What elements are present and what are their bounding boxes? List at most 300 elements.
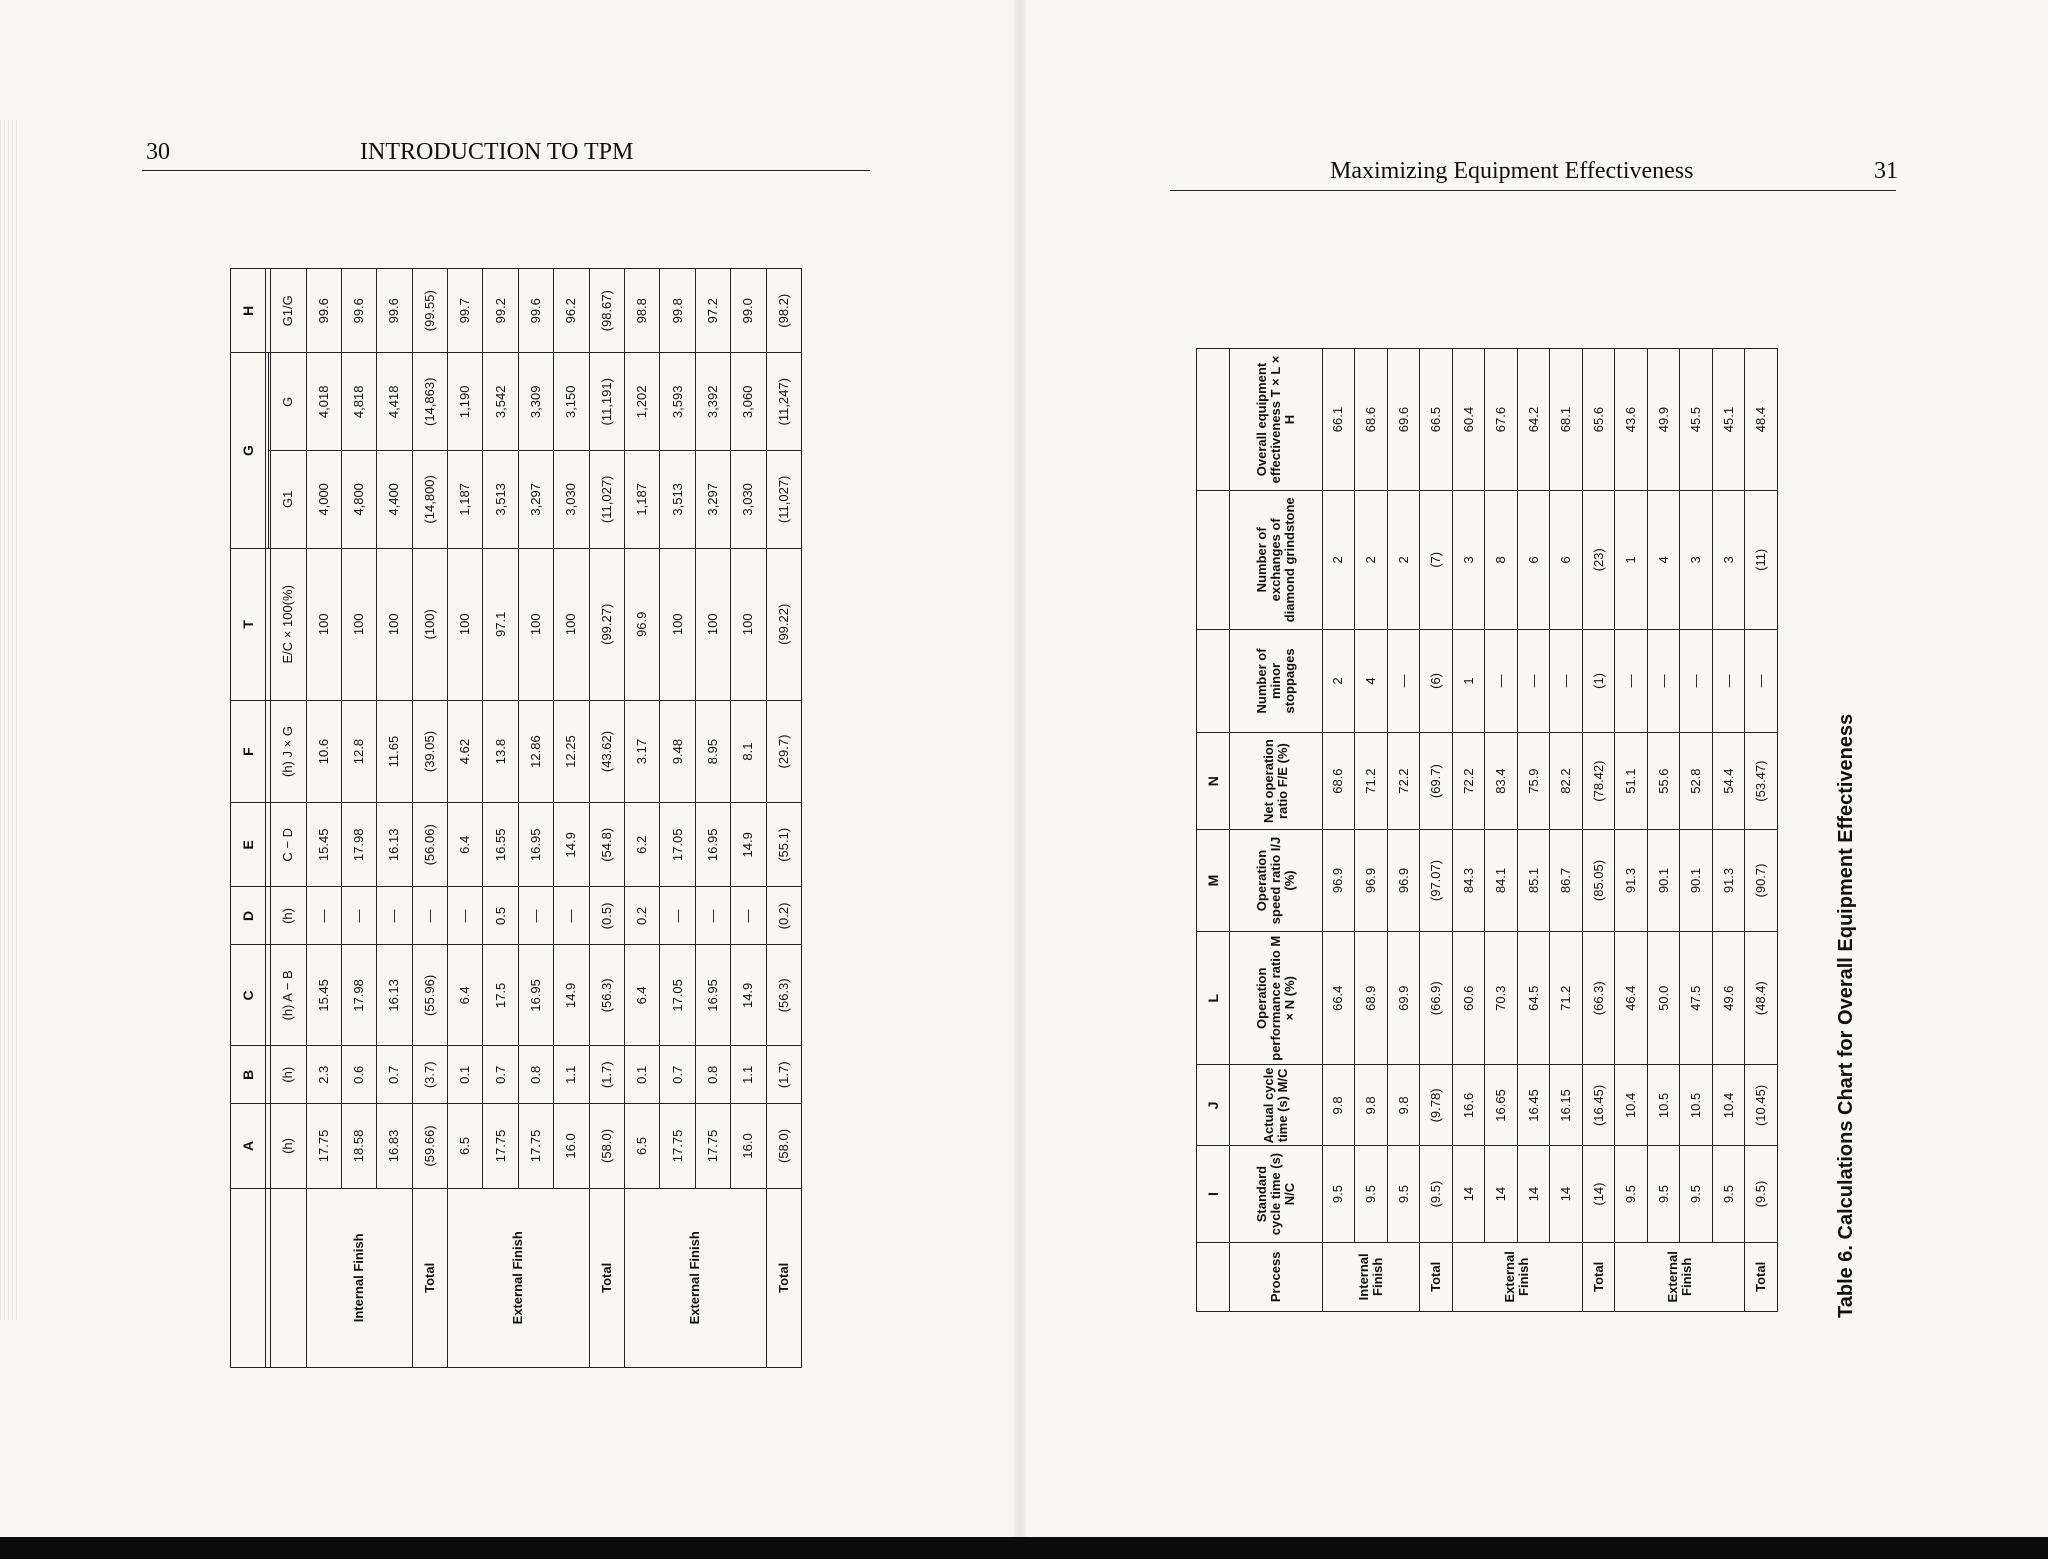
column-letter xyxy=(1197,349,1230,491)
table-cell: — xyxy=(554,887,589,945)
table-cell: (66.3) xyxy=(1582,932,1615,1065)
table-cell: 66.4 xyxy=(1322,932,1355,1065)
table-cell: 71.2 xyxy=(1355,733,1388,830)
unit-label: G xyxy=(271,353,306,451)
table-cell: 16.0 xyxy=(554,1104,589,1188)
table-cell: 75.9 xyxy=(1517,733,1550,830)
table-cell: 99.0 xyxy=(731,269,766,354)
table-cell: 1 xyxy=(1615,491,1648,630)
table-equipment-time xyxy=(230,268,802,1368)
table-cell: (7) xyxy=(1420,491,1453,630)
table-cell: (1) xyxy=(1582,629,1615,733)
table-cell: (78.42) xyxy=(1582,733,1615,830)
table-cell: 17.75 xyxy=(483,1104,518,1188)
table-row xyxy=(1582,349,1615,1312)
header-cell: Overall equipment effectiveness T × L × H xyxy=(1229,349,1322,491)
table-cell: 6.5 xyxy=(448,1104,483,1188)
table-cell: 11.65 xyxy=(377,700,412,802)
unit-label: (h) J × G xyxy=(271,700,306,802)
table-cell: 3,593 xyxy=(660,353,695,451)
column-letter: A xyxy=(231,1104,266,1188)
table-cell: 3 xyxy=(1712,491,1745,630)
table-cell: 16.95 xyxy=(695,803,730,887)
table-cell: (53.47) xyxy=(1745,733,1778,830)
table-cell: (99.55) xyxy=(412,269,447,354)
right-running-head: Maximizing Equipment Effectiveness xyxy=(1330,158,1694,184)
table-cell: (56.3) xyxy=(766,945,801,1046)
left-running-head: INTRODUCTION TO TPM xyxy=(360,139,634,165)
table-cell: 10.5 xyxy=(1647,1065,1680,1146)
table-cell: 9.8 xyxy=(1355,1065,1388,1146)
table-row xyxy=(766,269,801,1368)
table-cell: 17.5 xyxy=(483,945,518,1046)
table-row xyxy=(1355,349,1388,1312)
table-cell: 16.6 xyxy=(1452,1065,1485,1146)
table-cell: 4,000 xyxy=(306,451,341,549)
table-cell: 3,297 xyxy=(518,451,553,549)
table-row xyxy=(1615,349,1648,1312)
table-cell: 69.9 xyxy=(1387,932,1420,1065)
table-cell: 9.5 xyxy=(1712,1146,1745,1242)
table-cell: 100 xyxy=(448,548,483,700)
table-cell: 51.1 xyxy=(1615,733,1648,830)
table-cell: (14,863) xyxy=(412,353,447,451)
column-letter: G xyxy=(231,353,266,548)
column-letter: B xyxy=(231,1046,266,1104)
table-cell: — xyxy=(660,887,695,945)
table-cell: — xyxy=(695,887,730,945)
table-cell: 0.2 xyxy=(625,887,660,945)
table-cell: — xyxy=(1680,629,1713,733)
table-cell: 90.1 xyxy=(1680,829,1713,931)
table-cell: 1.1 xyxy=(731,1046,766,1104)
table-cell: 3 xyxy=(1680,491,1713,630)
table-cell: (97.07) xyxy=(1420,829,1453,931)
table-cell: 8.1 xyxy=(731,700,766,802)
table-cell: 3,513 xyxy=(483,451,518,549)
process-label: External Finish xyxy=(625,1188,767,1367)
table-cell: 9.8 xyxy=(1387,1065,1420,1146)
table-row xyxy=(1452,349,1485,1312)
table-cell: 83.4 xyxy=(1485,733,1518,830)
table-cell: 65.6 xyxy=(1582,349,1615,491)
table-row xyxy=(625,269,660,1368)
table-row xyxy=(1647,349,1680,1312)
table-cell: 86.7 xyxy=(1550,829,1583,931)
table-cell: (29.7) xyxy=(766,700,801,802)
table-cell: 3,513 xyxy=(660,451,695,549)
process-label: External Finish xyxy=(448,1188,590,1367)
table-cell: 96.9 xyxy=(1355,829,1388,931)
table-row xyxy=(1745,349,1778,1312)
table-cell: 3.17 xyxy=(625,700,660,802)
table-cell: 60.6 xyxy=(1452,932,1485,1065)
header-cell: Actual cycle time (s) M/C xyxy=(1229,1065,1322,1146)
table-cell: 45.1 xyxy=(1712,349,1745,491)
table-cell: — xyxy=(1647,629,1680,733)
table-cell: 1.1 xyxy=(554,1046,589,1104)
process-label: External Finish xyxy=(1615,1242,1745,1311)
table-cell: 96.9 xyxy=(1322,829,1355,931)
process-label: Total xyxy=(589,1188,624,1367)
column-letter: H xyxy=(231,269,266,354)
table-cell: 10.4 xyxy=(1712,1065,1745,1146)
table-cell: (14,800) xyxy=(412,451,447,549)
table-cell: 100 xyxy=(377,548,412,700)
table-cell: 4,400 xyxy=(377,451,412,549)
table-cell: 14.9 xyxy=(554,945,589,1046)
table-cell: 70.3 xyxy=(1485,932,1518,1065)
table-cell: 15.45 xyxy=(306,803,341,887)
table-cell: 47.5 xyxy=(1680,932,1713,1065)
table-cell: 3,542 xyxy=(483,353,518,451)
table-cell: — xyxy=(412,887,447,945)
table-cell: 6.4 xyxy=(448,803,483,887)
table-cell: 1,190 xyxy=(448,353,483,451)
table-cell: 16.13 xyxy=(377,803,412,887)
table-cell: 91.3 xyxy=(1615,829,1648,931)
table-cell: 6 xyxy=(1550,491,1583,630)
table-cell: 99.8 xyxy=(660,269,695,354)
table-cell: 17.75 xyxy=(518,1104,553,1188)
table-cell: 15.45 xyxy=(306,945,341,1046)
table-cell: (99.27) xyxy=(589,548,624,700)
table-cell: 0.7 xyxy=(483,1046,518,1104)
table-cell: 3,030 xyxy=(554,451,589,549)
unit-label xyxy=(271,1188,306,1367)
table-cell: (16.45) xyxy=(1582,1065,1615,1146)
table-cell: 9.5 xyxy=(1387,1146,1420,1242)
table-row xyxy=(1420,349,1453,1312)
column-letter: L xyxy=(1197,932,1230,1065)
table-cell: 0.7 xyxy=(377,1046,412,1104)
process-label: Internal Finish xyxy=(1322,1242,1420,1311)
table-cell: 52.8 xyxy=(1680,733,1713,830)
book-gutter xyxy=(1014,0,1026,1559)
table-cell: 17.75 xyxy=(306,1104,341,1188)
column-letter: C xyxy=(231,945,266,1046)
column-letter: J xyxy=(1197,1065,1230,1146)
table-cell: 1 xyxy=(1452,629,1485,733)
table-cell: (55.1) xyxy=(766,803,801,887)
table-cell: 14.9 xyxy=(731,803,766,887)
table-cell: (11,247) xyxy=(766,353,801,451)
left-head-rule xyxy=(142,170,870,171)
table-cell: (9.78) xyxy=(1420,1065,1453,1146)
table-row xyxy=(306,269,341,1368)
table-cell: — xyxy=(1387,629,1420,733)
table-cell: 99.6 xyxy=(306,269,341,354)
table-cell: 60.4 xyxy=(1452,349,1485,491)
table-cell: 3,030 xyxy=(731,451,766,549)
table-cell: 100 xyxy=(518,548,553,700)
process-label: Total xyxy=(1420,1242,1453,1311)
table-cell: 14 xyxy=(1517,1146,1550,1242)
unit-label: G1 xyxy=(271,451,306,549)
table-cell: 0.5 xyxy=(483,887,518,945)
table-cell: 13.8 xyxy=(483,700,518,802)
table-cell: 50.0 xyxy=(1647,932,1680,1065)
table-cell: 9.5 xyxy=(1615,1146,1648,1242)
table-cell: 68.9 xyxy=(1355,932,1388,1065)
table-cell: 68.6 xyxy=(1322,733,1355,830)
table-cell: — xyxy=(448,887,483,945)
column-letter xyxy=(1197,491,1230,630)
process-label: Total xyxy=(412,1188,447,1367)
table-cell: (43.62) xyxy=(589,700,624,802)
table-cell: 2 xyxy=(1387,491,1420,630)
table-cell: 64.2 xyxy=(1517,349,1550,491)
table-cell: 6.4 xyxy=(448,945,483,1046)
left-page-number: 30 xyxy=(146,139,170,165)
table-cell: 0.7 xyxy=(660,1046,695,1104)
process-label: Internal Finish xyxy=(306,1188,412,1367)
table-cell: (85.05) xyxy=(1582,829,1615,931)
table-cell: 72.2 xyxy=(1452,733,1485,830)
table-cell: 6 xyxy=(1517,491,1550,630)
table-row xyxy=(1322,349,1355,1312)
column-letter xyxy=(1197,629,1230,733)
table-cell: (1.7) xyxy=(589,1046,624,1104)
table-cell: 14 xyxy=(1485,1146,1518,1242)
table-cell: 66.5 xyxy=(1420,349,1453,491)
table-cell: 69.6 xyxy=(1387,349,1420,491)
table-cell: (99.22) xyxy=(766,548,801,700)
table-cell: (10.45) xyxy=(1745,1065,1778,1146)
unit-label: E/C × 100(%) xyxy=(271,548,306,700)
table-cell: 99.6 xyxy=(377,269,412,354)
table-cell: (1.7) xyxy=(766,1046,801,1104)
table-cell: (9.5) xyxy=(1420,1146,1453,1242)
table-cell: — xyxy=(1712,629,1745,733)
table-cell: 4,800 xyxy=(341,451,376,549)
table-cell: 99.6 xyxy=(518,269,553,354)
table-cell: 43.6 xyxy=(1615,349,1648,491)
header-cell: Net operation ratio F/E (%) xyxy=(1229,733,1322,830)
table-cell: — xyxy=(1550,629,1583,733)
table-cell: 54.4 xyxy=(1712,733,1745,830)
table-cell: 16.65 xyxy=(1485,1065,1518,1146)
table-cell: 2 xyxy=(1355,491,1388,630)
table-cell: (3.7) xyxy=(412,1046,447,1104)
unit-label: (h) xyxy=(271,1046,306,1104)
table-cell: 1,202 xyxy=(625,353,660,451)
table-cell: 18.58 xyxy=(341,1104,376,1188)
table-cell: 96.9 xyxy=(625,548,660,700)
table-row xyxy=(412,269,447,1368)
table-cell: 4 xyxy=(1355,629,1388,733)
column-letter xyxy=(1197,1242,1230,1311)
table-cell: 12.25 xyxy=(554,700,589,802)
table-cell: (58.0) xyxy=(766,1104,801,1188)
table-cell: (54.8) xyxy=(589,803,624,887)
table-cell: 85.1 xyxy=(1517,829,1550,931)
table-cell: 16.95 xyxy=(695,945,730,1046)
table-cell: 14.9 xyxy=(731,945,766,1046)
table-cell: 3,297 xyxy=(695,451,730,549)
table-cell: 9.8 xyxy=(1322,1065,1355,1146)
table-cell: 49.6 xyxy=(1712,932,1745,1065)
table-cell: 45.5 xyxy=(1680,349,1713,491)
table-effectiveness xyxy=(1196,348,1778,1312)
table-cell: 91.3 xyxy=(1712,829,1745,931)
table-cell: 16.45 xyxy=(1517,1065,1550,1146)
unit-label: (h) xyxy=(271,1104,306,1188)
header-cell: Process xyxy=(1229,1242,1322,1311)
table-cell: 46.4 xyxy=(1615,932,1648,1065)
table-cell: 100 xyxy=(660,548,695,700)
header-cell: Number of minor stoppages xyxy=(1229,629,1322,733)
table-cell: 14 xyxy=(1550,1146,1583,1242)
table-cell: 68.6 xyxy=(1355,349,1388,491)
right-page-number: 31 xyxy=(1874,158,1898,184)
table-cell: 4,418 xyxy=(377,353,412,451)
table-cell: 3,309 xyxy=(518,353,553,451)
table-cell: 3,060 xyxy=(731,353,766,451)
table-cell: 16.83 xyxy=(377,1104,412,1188)
table-cell: 17.05 xyxy=(660,945,695,1046)
table-cell: 9.5 xyxy=(1647,1146,1680,1242)
table-cell: 16.95 xyxy=(518,803,553,887)
table-cell: (6) xyxy=(1420,629,1453,733)
column-letter xyxy=(231,1188,266,1367)
table-cell: 1,187 xyxy=(625,451,660,549)
table-cell: 66.1 xyxy=(1322,349,1355,491)
table-cell: 9.5 xyxy=(1322,1146,1355,1242)
table-cell: 9.5 xyxy=(1680,1146,1713,1242)
table-cell: 71.2 xyxy=(1550,932,1583,1065)
table-cell: 17.98 xyxy=(341,945,376,1046)
table-cell: 55.6 xyxy=(1647,733,1680,830)
table-cell: 1,187 xyxy=(448,451,483,549)
table-cell: 4,018 xyxy=(306,353,341,451)
table-cell: (69.7) xyxy=(1420,733,1453,830)
table-cell: — xyxy=(377,887,412,945)
table-cell: 6.4 xyxy=(625,945,660,1046)
unit-label: (h) xyxy=(271,887,306,945)
table-cell: 100 xyxy=(341,548,376,700)
scan-edge xyxy=(0,120,18,1320)
table-cell: 6.5 xyxy=(625,1104,660,1188)
table-cell: 100 xyxy=(695,548,730,700)
table-cell: 16.0 xyxy=(731,1104,766,1188)
table-cell: 72.2 xyxy=(1387,733,1420,830)
table-cell: 10.4 xyxy=(1615,1065,1648,1146)
table-cell: 17.05 xyxy=(660,803,695,887)
table-cell: 14.9 xyxy=(554,803,589,887)
table-cell: (0.5) xyxy=(589,887,624,945)
table-cell: 8 xyxy=(1485,491,1518,630)
process-label: Total xyxy=(1745,1242,1778,1311)
table-cell: 17.75 xyxy=(695,1104,730,1188)
header-cell: Standard cycle time (s) N/C xyxy=(1229,1146,1322,1242)
column-letter: N xyxy=(1197,733,1230,830)
table-cell: — xyxy=(306,887,341,945)
table-cell: — xyxy=(1517,629,1550,733)
table-cell: (55.96) xyxy=(412,945,447,1046)
table-cell: 84.1 xyxy=(1485,829,1518,931)
header-cell: Operation performance ratio M × N (%) xyxy=(1229,932,1322,1065)
table-cell: — xyxy=(1485,629,1518,733)
table-cell: (11,027) xyxy=(766,451,801,549)
table-row xyxy=(1485,349,1518,1312)
table-row xyxy=(1680,349,1713,1312)
table-cell: — xyxy=(1615,629,1648,733)
table-cell: 9.48 xyxy=(660,700,695,802)
right-head-rule xyxy=(1170,190,1896,191)
table-cell: 17.98 xyxy=(341,803,376,887)
table-row xyxy=(1387,349,1420,1312)
table-cell: 4.62 xyxy=(448,700,483,802)
unit-label: (h) A − B xyxy=(271,945,306,1046)
table-cell: — xyxy=(518,887,553,945)
table-cell: 3 xyxy=(1452,491,1485,630)
table-cell: 0.1 xyxy=(625,1046,660,1104)
table-cell: 2.3 xyxy=(306,1046,341,1104)
table-cell: (11,027) xyxy=(589,451,624,549)
table-cell: 64.5 xyxy=(1517,932,1550,1065)
table-cell: 6.2 xyxy=(625,803,660,887)
table-cell: (90.7) xyxy=(1745,829,1778,931)
table-cell: 12.86 xyxy=(518,700,553,802)
table-cell: 67.6 xyxy=(1485,349,1518,491)
table-cell: 98.8 xyxy=(625,269,660,354)
table-cell: 49.9 xyxy=(1647,349,1680,491)
table-cell: (56.06) xyxy=(412,803,447,887)
column-letter: M xyxy=(1197,829,1230,931)
table-cell: 3,150 xyxy=(554,353,589,451)
table-cell: (58.0) xyxy=(589,1104,624,1188)
header-cell: Operation speed ratio I/J (%) xyxy=(1229,829,1322,931)
table-cell: 99.6 xyxy=(341,269,376,354)
table-cell: (100) xyxy=(412,548,447,700)
table-cell: 16.95 xyxy=(518,945,553,1046)
table-cell: 8.95 xyxy=(695,700,730,802)
table-cell: (0.2) xyxy=(766,887,801,945)
table-cell: 10.6 xyxy=(306,700,341,802)
table-cell: (56.3) xyxy=(589,945,624,1046)
table-cell: (14) xyxy=(1582,1146,1615,1242)
table-cell: — xyxy=(341,887,376,945)
table-cell: 2 xyxy=(1322,491,1355,630)
table-cell: 9.5 xyxy=(1355,1146,1388,1242)
table-cell: (9.5) xyxy=(1745,1146,1778,1242)
column-letter: E xyxy=(231,803,266,887)
table-cell: (39.05) xyxy=(412,700,447,802)
table-cell: (23) xyxy=(1582,491,1615,630)
table-cell: 84.3 xyxy=(1452,829,1485,931)
process-label: External Finish xyxy=(1452,1242,1582,1311)
table-cell: — xyxy=(731,887,766,945)
table-cell: 4 xyxy=(1647,491,1680,630)
process-label: Total xyxy=(1582,1242,1615,1311)
table-cell: 97.2 xyxy=(695,269,730,354)
unit-label: G1/G xyxy=(271,269,306,354)
table-cell: (98.2) xyxy=(766,269,801,354)
table-cell: 12.8 xyxy=(341,700,376,802)
process-label: Total xyxy=(766,1188,801,1367)
table-row xyxy=(1712,349,1745,1312)
table-cell: (59.66) xyxy=(412,1104,447,1188)
table-cell: 97.1 xyxy=(483,548,518,700)
table-cell: 96.9 xyxy=(1387,829,1420,931)
table-cell: 0.1 xyxy=(448,1046,483,1104)
table-cell: 17.75 xyxy=(660,1104,695,1188)
column-letter: D xyxy=(231,887,266,945)
table-cell: 2 xyxy=(1322,629,1355,733)
table-cell: 68.1 xyxy=(1550,349,1583,491)
table-cell: 90.1 xyxy=(1647,829,1680,931)
